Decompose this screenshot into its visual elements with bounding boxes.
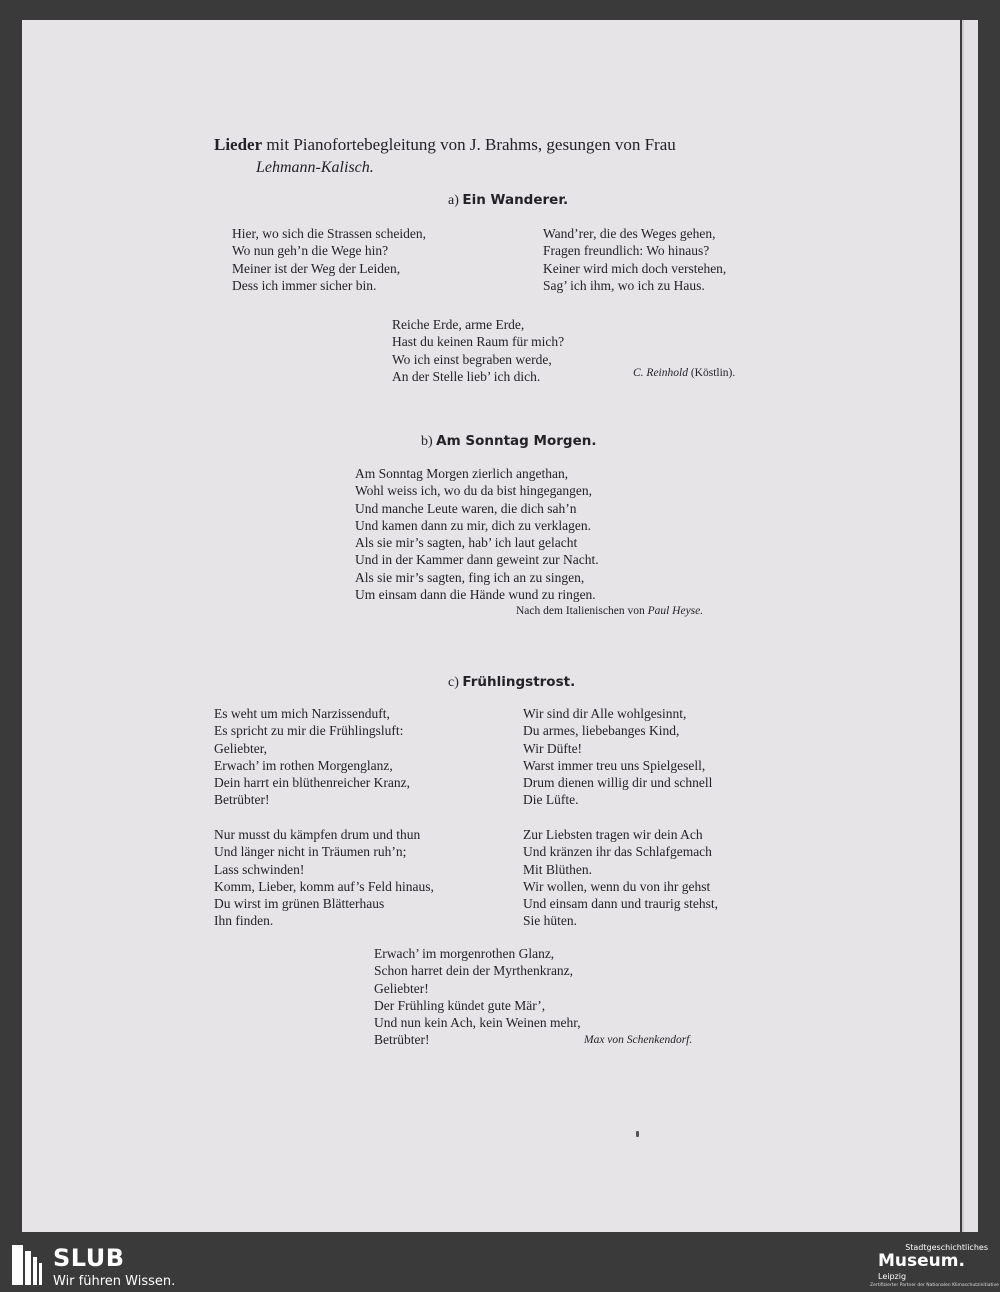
verse-line: Wir Düfte! — [523, 740, 583, 756]
adjacent-page-edge — [962, 20, 978, 1232]
song-a-title-text: Ein Wanderer. — [462, 192, 569, 208]
song-c-stanza-left-2 — [214, 826, 434, 930]
song-c-stanza-right-2 — [523, 826, 718, 930]
verse-line: Am Sonntag Morgen zierlich angethan, — [355, 466, 569, 481]
song-a-stanza-right — [543, 225, 726, 294]
slub-logo-icon — [12, 1245, 44, 1285]
verse-line: An der Stelle lieb’ ich dich. — [392, 368, 541, 384]
verse-line: Wand’rer, die des Weges gehen, — [543, 226, 716, 241]
verse-line: Drum dienen willig dir und schnell — [523, 775, 713, 791]
verse-line: Sag’ ich ihm, wo ich zu Haus. — [543, 277, 705, 293]
credit-prefix: Nach dem Italienischen von — [516, 605, 645, 617]
song-b-stanza — [355, 465, 599, 603]
verse-line: Und manche Leute waren, die dich sah’n — [355, 500, 577, 516]
verse-line: Lass schwinden! — [214, 861, 305, 877]
verse-line: Als sie mir’s sagten, fing ich an zu singen, — [355, 569, 585, 585]
song-a-author — [633, 365, 735, 382]
verse-line: Und in der Kammer dann geweint zur Nacht. — [355, 552, 599, 568]
museum-city: Leipzig — [878, 1272, 907, 1281]
song-c-stanza-center — [374, 945, 581, 1049]
verse-line: Und kamen dann zu mir, dich zu verklagen. — [355, 517, 592, 533]
verse-line: Und kränzen ihr das Schlafgemach — [523, 844, 712, 860]
verse-line: Hier, wo sich die Strassen scheiden, — [232, 226, 427, 241]
verse-line: Keiner wird mich doch verstehen, — [543, 260, 727, 276]
song-b-title-text: Am Sonntag Morgen. — [436, 433, 597, 449]
song-b-label: b) — [421, 434, 433, 449]
verse-line: Der Frühling kündet gute Mär’, — [374, 997, 546, 1013]
singer-name: Lehmann-Kalisch. — [256, 159, 374, 176]
museum-top-label: Stadtgeschichtliches — [905, 1243, 988, 1252]
song-c-stanza-right-1 — [523, 705, 712, 809]
author-name: C. Reinhold — [633, 367, 688, 379]
song-a-title — [448, 192, 568, 209]
library-name: SLUB — [53, 1244, 125, 1272]
song-c-title — [448, 674, 575, 691]
song-c-title-text: Frühlingstrost. — [462, 674, 576, 690]
museum-name: Museum. — [878, 1251, 965, 1271]
heading-lead: Lieder — [214, 135, 263, 154]
verse-line: Komm, Lieber, komm auf’s Feld hinaus, — [214, 878, 434, 894]
museum-note: Zertifizierter Partner der Nationalen Klimaschutzinitiative — [870, 1283, 999, 1288]
verse-line: Dess ich immer sicher bin. — [232, 277, 377, 293]
verse-line: Meiner ist der Weg der Leiden, — [232, 260, 401, 276]
verse-line: Wo ich einst begraben werde, — [392, 351, 552, 367]
verse-line: Als sie mir’s sagten, hab’ ich laut gelacht — [355, 535, 578, 551]
song-c-stanza-left-1 — [214, 705, 410, 809]
verse-line: Die Lüfte. — [523, 792, 579, 808]
library-motto: Wir führen Wissen. — [53, 1274, 176, 1289]
verse-line: Wohl weiss ich, wo du da bist hingegangen, — [355, 483, 593, 499]
verse-line: Betrübter! — [214, 792, 270, 808]
verse-line: Geliebter! — [374, 980, 429, 996]
verse-line: Warst immer treu uns Spielgesell, — [523, 757, 706, 773]
song-b-title — [421, 433, 596, 450]
verse-line: Und nun kein Ach, kein Weinen mehr, — [374, 1015, 581, 1031]
verse-line: Hast du keinen Raum für mich? — [392, 334, 565, 350]
verse-line: Es spricht zu mir die Frühlingsluft: — [214, 723, 404, 739]
verse-line: Sie hüten. — [523, 913, 577, 929]
song-a-label: a) — [448, 193, 459, 208]
program-heading — [214, 136, 676, 153]
heading-rest: mit Pianofortebegleitung von J. Brahms, gesungen von Frau — [266, 135, 676, 154]
song-c-author — [584, 1032, 692, 1049]
author-name: Paul Heyse. — [647, 605, 704, 617]
verse-line: Du wirst im grünen Blätterhaus — [214, 896, 385, 912]
page-speck — [636, 1131, 639, 1137]
verse-line: Nur musst du kämpfen drum und thun — [214, 827, 421, 842]
song-a-stanza-center — [392, 316, 564, 385]
verse-line: Zur Liebsten tragen wir dein Ach — [523, 827, 703, 842]
verse-line: Fragen freundlich: Wo hinaus? — [543, 243, 710, 259]
author-name: Max von Schenkendorf. — [584, 1034, 693, 1046]
verse-line: Es weht um mich Narzissenduft, — [214, 706, 390, 721]
verse-line: Um einsam dann die Hände wund zu ringen. — [355, 587, 596, 603]
verse-line: Du armes, liebebanges Kind, — [523, 723, 680, 739]
verse-line: Betrübter! — [374, 1032, 430, 1048]
verse-line: Wir wollen, wenn du von ihr gehst — [523, 878, 711, 894]
verse-line: Ihn finden. — [214, 913, 274, 929]
verse-line: Dein harrt ein blüthenreicher Kranz, — [214, 775, 411, 791]
verse-line: Schon harret dein der Myrthenkranz, — [374, 963, 574, 979]
author-extra: (Köstlin). — [690, 367, 736, 379]
song-a-stanza-left — [232, 225, 426, 294]
verse-line: Mit Blüthen. — [523, 861, 593, 877]
verse-line: Wir sind dir Alle wohlgesinnt, — [523, 706, 687, 721]
verse-line: Und länger nicht in Träumen ruh’n; — [214, 844, 407, 860]
verse-line: Erwach’ im rothen Morgenglanz, — [214, 757, 393, 773]
verse-line: Geliebter, — [214, 740, 268, 756]
verse-line: Wo nun geh’n die Wege hin? — [232, 243, 389, 259]
song-b-credit — [516, 603, 703, 620]
song-c-label: c) — [448, 675, 459, 690]
verse-line: Erwach’ im morgenrothen Glanz, — [374, 946, 555, 961]
verse-line: Reiche Erde, arme Erde, — [392, 317, 525, 332]
verse-line: Und einsam dann und traurig stehst, — [523, 896, 718, 912]
